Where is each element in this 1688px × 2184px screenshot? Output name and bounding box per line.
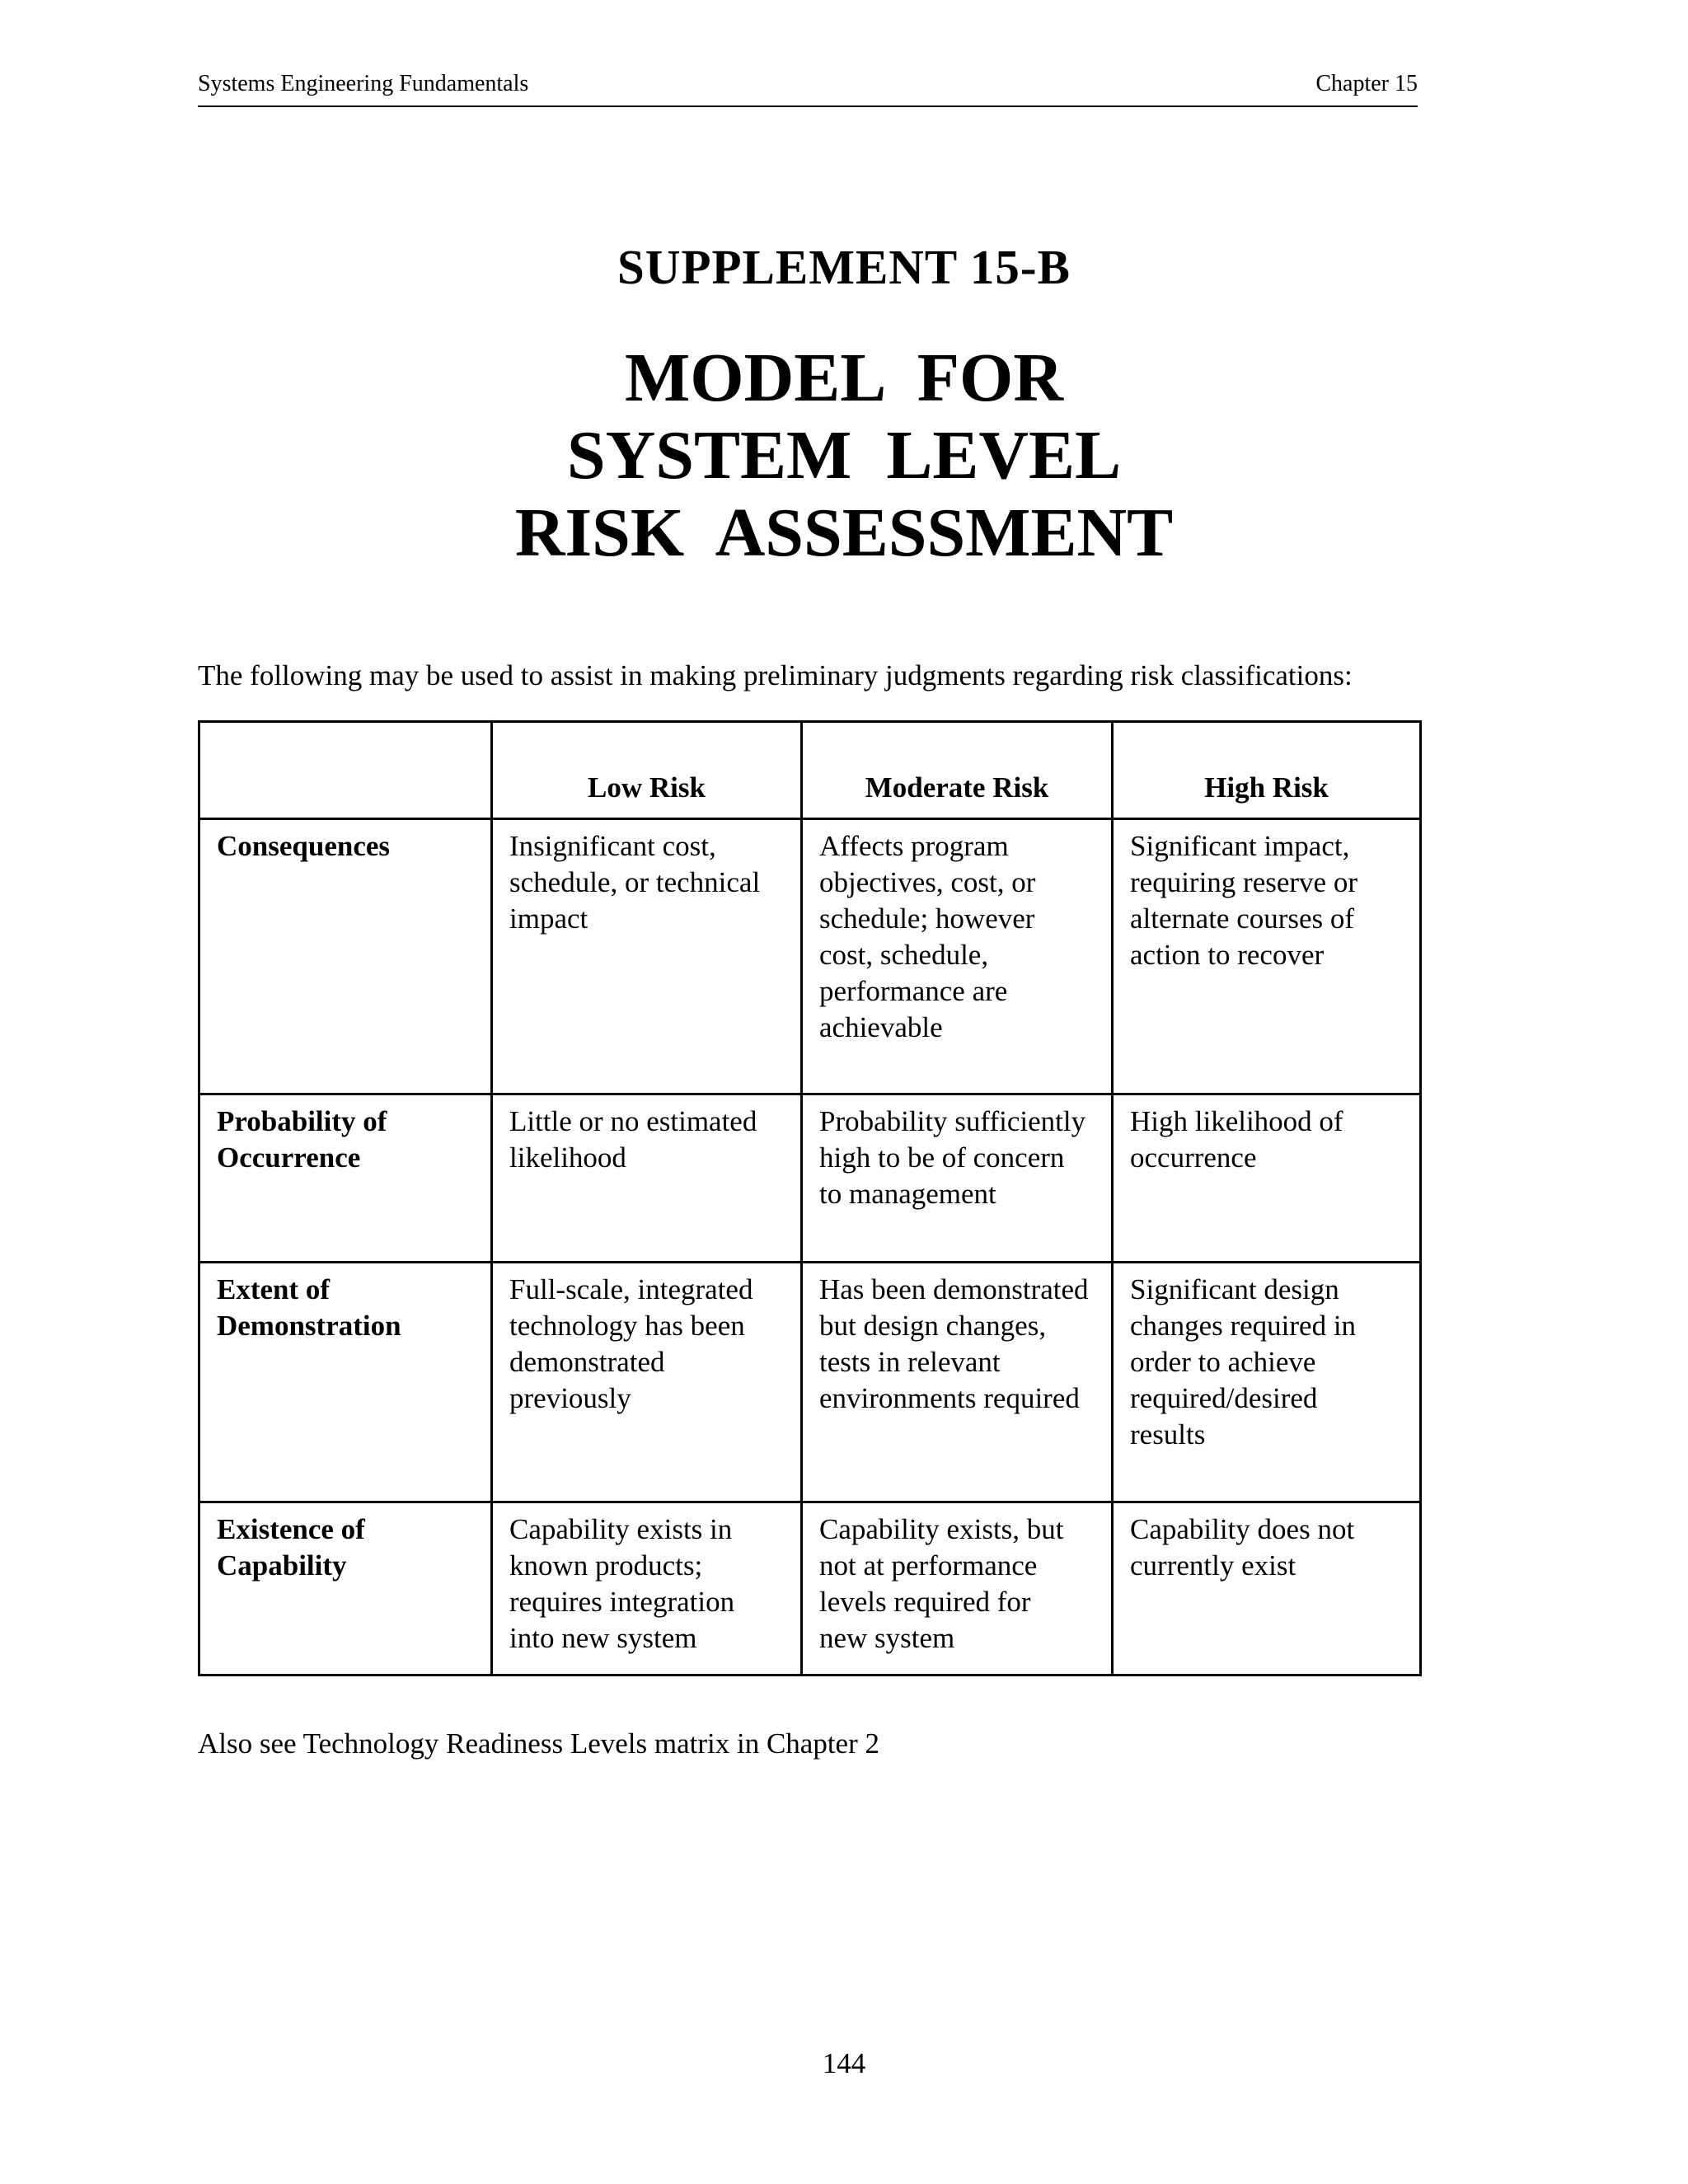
column-header-high-risk: High Risk (1113, 722, 1421, 819)
moderate-risk-cell (802, 1094, 1113, 1263)
cell-line: levels required for (819, 1586, 1031, 1618)
cell-line: high to be of concern (819, 1141, 1065, 1174)
low-risk-cell (492, 1502, 802, 1675)
row-label-cell (199, 819, 492, 1094)
intro-paragraph: The following may be used to assist in making preliminary judgments regarding risk classifications: (198, 659, 1353, 691)
column-header-moderate-risk: Moderate Risk (802, 722, 1113, 819)
cell-line: technology has been (509, 1310, 745, 1342)
header-chapter: Chapter 15 (1315, 71, 1418, 96)
row-label-line: Probability of (217, 1105, 387, 1137)
cell-line: Significant design (1130, 1273, 1339, 1305)
cell-line: required/desired (1130, 1382, 1318, 1414)
cell-line: tests in relevant (819, 1346, 1001, 1378)
cell-line: Capability exists, but (819, 1513, 1064, 1545)
cell-line: schedule; however (819, 902, 1035, 935)
cell-line: currently exist (1130, 1549, 1296, 1582)
page-title (0, 340, 1688, 572)
row-label-cell (199, 1094, 492, 1263)
low-risk-cell (492, 1263, 802, 1502)
row-label-line: Occurrence (217, 1141, 361, 1174)
row-label-cell (199, 1502, 492, 1675)
cell-line: Capability exists in (509, 1513, 733, 1545)
high-risk-cell (1113, 1094, 1421, 1263)
cell-line: Probability sufficiently (819, 1105, 1086, 1137)
cell-line: High likelihood of (1130, 1105, 1343, 1137)
cell-line: schedule, or technical (509, 866, 761, 898)
cell-line: objectives, cost, or (819, 866, 1036, 898)
running-header (198, 69, 1418, 107)
cell-line: performance are (819, 975, 1008, 1007)
header-book-title: Systems Engineering Fundamentals (198, 71, 529, 96)
row-label-line: Extent of (217, 1273, 331, 1305)
cell-line: previously (509, 1382, 631, 1414)
footnote: Also see Technology Readiness Levels matrix in Chapter 2 (198, 1727, 879, 1760)
high-risk-cell (1113, 1502, 1421, 1675)
column-header-low-risk: Low Risk (492, 722, 802, 819)
table-row-capability (199, 1502, 1421, 1675)
cell-line: requires integration (509, 1586, 735, 1618)
moderate-risk-cell (802, 1502, 1113, 1675)
cell-line: requiring reserve or (1130, 866, 1357, 898)
high-risk-cell (1113, 819, 1421, 1094)
cell-line: Has been demonstrated (819, 1273, 1089, 1305)
cell-line: into new system (509, 1622, 697, 1654)
cell-line: to management (819, 1178, 996, 1210)
table-row-probability (199, 1094, 1421, 1263)
cell-line: order to achieve (1130, 1346, 1316, 1378)
table-row-consequences (199, 819, 1421, 1094)
cell-line: achievable (819, 1011, 943, 1043)
column-header-empty (199, 722, 492, 819)
low-risk-cell (492, 1094, 802, 1263)
cell-line: known products; (509, 1549, 703, 1582)
moderate-risk-cell (802, 1263, 1113, 1502)
cell-line: Significant impact, (1130, 830, 1350, 862)
title-line: RISK ASSESSMENT (514, 494, 1174, 571)
title-line: SYSTEM LEVEL (566, 417, 1122, 494)
cell-line: not at performance (819, 1549, 1038, 1582)
risk-assessment-table (198, 720, 1422, 1676)
page-number: 144 (822, 2047, 866, 2079)
cell-line: impact (509, 902, 588, 935)
cell-line: Capability does not (1130, 1513, 1355, 1545)
high-risk-cell (1113, 1263, 1421, 1502)
cell-line: demonstrated (509, 1346, 665, 1378)
cell-line: cost, schedule, (819, 939, 989, 971)
cell-line: Full-scale, integrated (509, 1273, 753, 1305)
row-label-line: Capability (217, 1549, 347, 1582)
row-label-cell (199, 1263, 492, 1502)
cell-line: Little or no estimated (509, 1105, 757, 1137)
cell-line: Insignificant cost, (509, 830, 716, 862)
cell-line: results (1130, 1418, 1206, 1451)
table-row-demonstration (199, 1263, 1421, 1502)
supplement-label: SUPPLEMENT 15-B (617, 240, 1071, 294)
cell-line: but design changes, (819, 1310, 1047, 1342)
cell-line: environments required (819, 1382, 1080, 1414)
row-label-line: Demonstration (217, 1310, 401, 1342)
row-label-line: Consequences (217, 830, 391, 862)
moderate-risk-cell (802, 819, 1113, 1094)
cell-line: action to recover (1130, 939, 1325, 971)
cell-line: likelihood (509, 1141, 626, 1174)
title-line: MODEL FOR (624, 340, 1063, 416)
cell-line: new system (819, 1622, 955, 1654)
cell-line: alternate courses of (1130, 902, 1355, 935)
cell-line: changes required in (1130, 1310, 1357, 1342)
table-header-row (199, 722, 1421, 819)
cell-line: occurrence (1130, 1141, 1257, 1174)
low-risk-cell (492, 819, 802, 1094)
cell-line: Affects program (819, 830, 1009, 862)
row-label-line: Existence of (217, 1513, 365, 1545)
